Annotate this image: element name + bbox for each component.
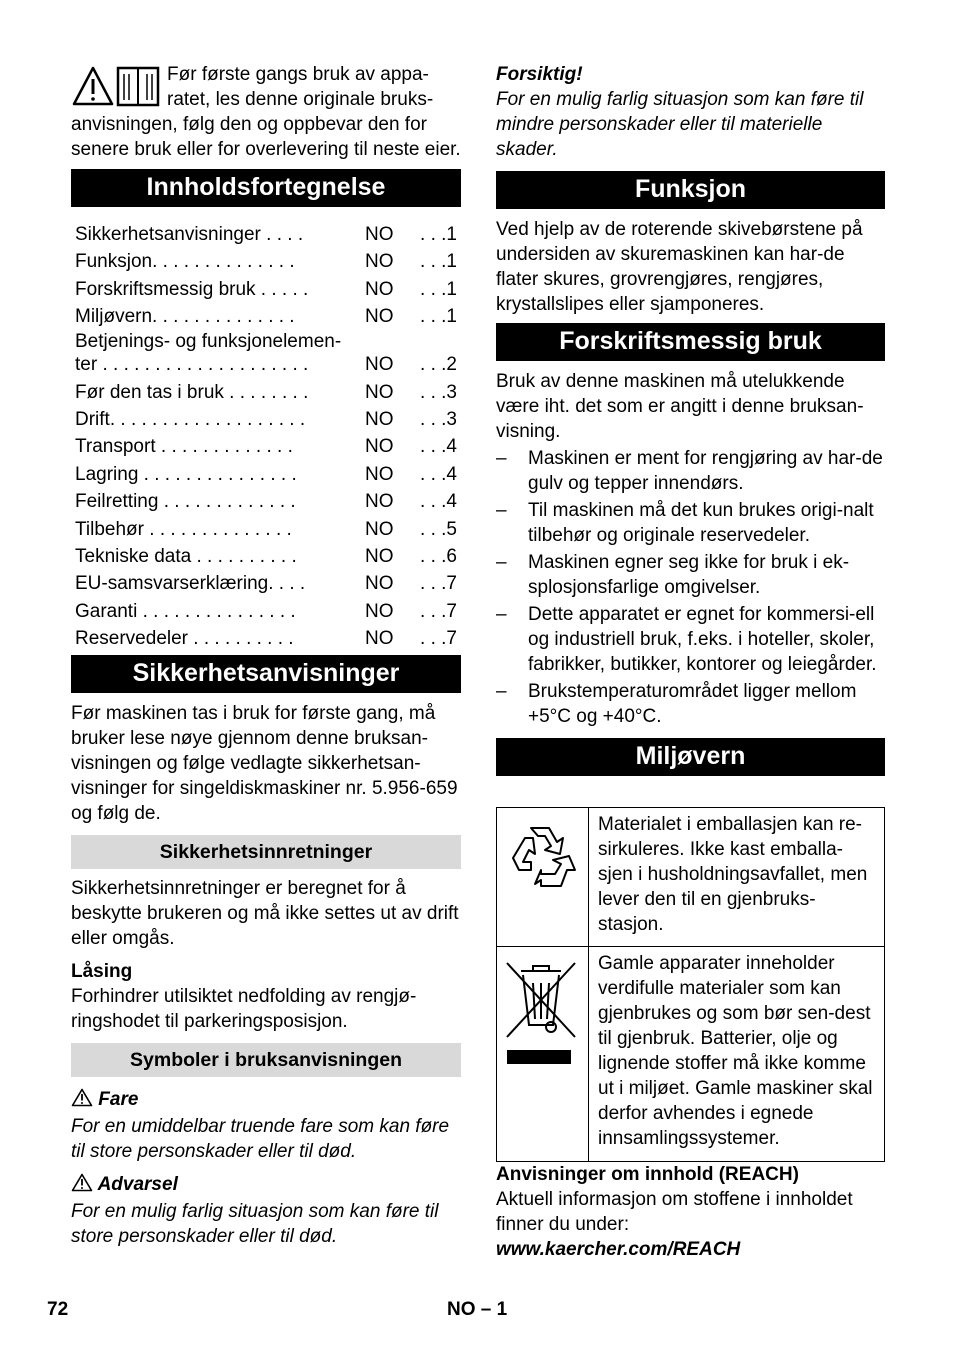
- toc-row[interactable]: [75, 276, 457, 303]
- lock-heading: Låsing: [71, 961, 133, 983]
- safety-text: Før maskinen tas i bruk for første gang, må bruker lese nøye gjennom denne bruksan-visningen og følge vedlagte sikkerhetsan-visninger for singeldiskmaskiner nr. 5.956-659 og følg de.: [71, 703, 458, 825]
- toc-title-line1: Betjenings- og funksjonelemen-: [75, 330, 342, 352]
- toc-line2: [75, 353, 457, 377]
- intro-line-2: ratet, les denne originale bruks-: [167, 89, 434, 110]
- intro-icons: [71, 62, 163, 112]
- function-heading: Funksjon: [496, 171, 885, 209]
- reach-link[interactable]: www.kaercher.com/REACH: [496, 1239, 741, 1260]
- toc-lang: NO: [365, 408, 394, 430]
- list-item-text: Maskinen egner seg ikke for bruk i ek-splosjonsfarlige omgivelser.: [528, 552, 850, 598]
- toc-page: . . .3: [420, 408, 457, 430]
- warning-label: Advarsel: [97, 1174, 178, 1196]
- page-number: 72: [47, 1299, 69, 1320]
- toc-row[interactable]: [75, 433, 457, 460]
- toc-title: Reservedeler . . . . . . . . . .: [75, 628, 294, 650]
- weee-text: Gamle apparater inneholder verdifulle materialer som kan gjenbrukes og som bør sen-dest til gjenbruk. Batterier, olje og lignende stoffer må ikke komme ut i miljøet. Gamle maskiner skal derfor avhendes i egnede innsamlingssystemer.: [589, 947, 885, 1162]
- toc-row[interactable]: [75, 406, 457, 433]
- proper-use-text: Bruk av denne maskinen må utelukkende være iht. det som er angitt i denne bruksan-visning.: [496, 371, 864, 442]
- toc-title: Garanti . . . . . . . . . . . . . . .: [75, 600, 296, 622]
- dash-marker: –: [496, 552, 507, 573]
- toc-page: . . .1: [420, 306, 457, 328]
- weee-row: [497, 947, 885, 1162]
- toc-page: . . .4: [420, 491, 457, 513]
- toc-lang: NO: [365, 436, 394, 458]
- dash-marker: –: [496, 500, 507, 521]
- toc-lang: NO: [365, 278, 394, 300]
- list-item: [496, 602, 885, 677]
- dash-marker: –: [496, 448, 507, 469]
- toc-lang: NO: [365, 545, 394, 567]
- toc-heading: Innholdsfortegnelse: [71, 169, 461, 207]
- toc-row[interactable]: [75, 303, 457, 330]
- toc-title: Miljøvern. . . . . . . . . . . . . .: [75, 306, 295, 328]
- list-item-text: Maskinen er ment for rengjøring av har-de gulv og tepper innendørs.: [528, 448, 883, 494]
- toc-page: . . .2: [420, 353, 457, 375]
- recycle-text: Materialet i emballasjen kan re-sirkuleres. Ikke kast emballa-sjen i husholdningsavfallet, men lever den til en gjenbruks-stasjon.: [589, 808, 885, 947]
- toc-title: Lagring . . . . . . . . . . . . . . .: [75, 463, 297, 485]
- toc-row[interactable]: [75, 331, 457, 379]
- toc-row[interactable]: [75, 379, 457, 406]
- toc-lang: NO: [365, 573, 394, 595]
- safety-devices-text: Sikkerhetsinnretninger er beregnet for å beskytte brukeren og må ikke settes ut av drift eller omgås.: [71, 878, 459, 950]
- function-text: Ved hjelp av de roterende skivebørstene på undersiden av skuremaskinen kan har-de flater skures, grovrengjøres, rengjøres, krystallslipes eller sjamponeres.: [496, 219, 863, 315]
- toc-row[interactable]: [75, 625, 457, 652]
- symbols-heading: Symboler i bruksanvisningen: [71, 1043, 461, 1077]
- intro-block: [71, 58, 461, 162]
- right-column: [496, 58, 885, 1262]
- recycle-icon: [505, 824, 579, 896]
- toc-lang: NO: [365, 353, 394, 375]
- toc-page: . . .1: [420, 278, 457, 300]
- list-item-text: Til maskinen må det kun brukes origi-nalt tilbehør og originale reservedeler.: [528, 500, 874, 546]
- toc-lang: NO: [365, 628, 394, 650]
- toc-row[interactable]: [75, 543, 457, 570]
- toc-lang: NO: [365, 518, 394, 540]
- safety-heading: Sikkerhetsanvisninger: [71, 655, 461, 693]
- warning-triangle-icon: [71, 1088, 93, 1107]
- reach-text: Aktuell informasjon om stoffene i innholdet finner du under:: [496, 1189, 853, 1235]
- toc-title: Feilretting . . . . . . . . . . . . .: [75, 491, 296, 513]
- toc-lang: NO: [365, 600, 394, 622]
- environment-table: [496, 807, 885, 1162]
- toc-title: Forskriftsmessig bruk . . . . .: [75, 278, 309, 300]
- list-item-text: Brukstemperaturområdet ligger mellom +5°C og +40°C.: [528, 681, 857, 727]
- toc-title: Tekniske data . . . . . . . . . .: [75, 545, 297, 567]
- list-item: [496, 446, 885, 496]
- toc-lang: NO: [365, 491, 394, 513]
- danger-label-line: [71, 1087, 461, 1112]
- toc-row[interactable]: [75, 516, 457, 543]
- toc-page: . . .7: [420, 573, 457, 595]
- list-item-text: Dette apparatet er egnet for kommersi-ell og industriell bruk, f.eks. i hoteller, skoler, fabrikker, butikker, kontorer og leiegårder.: [528, 604, 877, 675]
- toc-lang: NO: [365, 224, 394, 245]
- list-item: [496, 550, 885, 600]
- toc-lang: NO: [365, 251, 394, 273]
- environment-heading: Miljøvern: [496, 738, 885, 776]
- toc-title: Transport . . . . . . . . . . . . .: [75, 436, 293, 458]
- toc-page: . . .1: [420, 224, 457, 245]
- recycle-row: [497, 808, 885, 947]
- reach-heading: Anvisninger om innhold (REACH): [496, 1164, 799, 1185]
- caution-label: Forsiktig!: [496, 64, 583, 85]
- intro-text: anvisningen, følg den og oppbevar den for senere bruk eller for overlevering til neste eier.: [71, 114, 461, 160]
- recycle-icon-cell: [497, 808, 589, 947]
- toc-page: . . .7: [420, 628, 457, 650]
- caution-text: For en mulig farlig situasjon som kan føre til mindre personskader eller til materielle skader.: [496, 89, 864, 160]
- toc-page: . . .1: [420, 251, 457, 273]
- toc-lang: NO: [365, 381, 394, 403]
- lock-text: Forhindrer utilsiktet nedfolding av rengjø-ringshodet til parkeringsposisjon.: [71, 986, 417, 1033]
- left-column: [71, 58, 461, 1249]
- manual-book-icon: [116, 66, 160, 108]
- toc-lang: NO: [365, 463, 394, 485]
- toc-title: Før den tas i bruk . . . . . . . .: [75, 381, 309, 403]
- toc-title: Tilbehør . . . . . . . . . . . . . .: [75, 518, 292, 540]
- list-item: [496, 679, 885, 729]
- toc-row[interactable]: [75, 488, 457, 515]
- toc-row[interactable]: [75, 248, 457, 275]
- toc-page: . . .6: [420, 545, 457, 567]
- toc-title: Sikkerhetsanvisninger . . . .: [75, 224, 304, 245]
- crossed-bin-icon: [503, 961, 579, 1071]
- toc-page: . . .3: [420, 381, 457, 403]
- toc-row[interactable]: [75, 221, 457, 248]
- weee-icon-cell: [497, 947, 589, 1162]
- toc-title: Drift. . . . . . . . . . . . . . . . . . .: [75, 408, 306, 430]
- toc-row[interactable]: [75, 570, 457, 597]
- toc-title: Funksjon. . . . . . . . . . . . . .: [75, 251, 295, 273]
- proper-use-heading: Forskriftsmessig bruk: [496, 323, 885, 361]
- list-item: [496, 498, 885, 548]
- toc-lang: NO: [365, 306, 394, 328]
- toc-page: . . .4: [420, 436, 457, 458]
- table-of-contents: [75, 221, 457, 652]
- toc-page: . . .7: [420, 600, 457, 622]
- dash-marker: –: [496, 604, 507, 625]
- warning-label-line: [71, 1172, 461, 1197]
- dash-marker: –: [496, 681, 507, 702]
- toc-title: EU-samsvarserklæring. . . .: [75, 573, 306, 595]
- intro-line-1: Før første gangs bruk av appa-: [167, 64, 429, 85]
- page-code: NO – 1: [447, 1299, 508, 1320]
- toc-page: . . .4: [420, 463, 457, 485]
- toc-row[interactable]: [75, 461, 457, 488]
- toc-page: . . .5: [420, 518, 457, 540]
- proper-use-list: [496, 446, 885, 729]
- warning-text: For en mulig farlig situasjon som kan føre til store personskader eller til død.: [71, 1201, 439, 1248]
- toc-title: ter . . . . . . . . . . . . . . . . . . . .: [75, 353, 309, 375]
- danger-text: For en umiddelbar truende fare som kan føre til store personskader eller til død.: [71, 1116, 450, 1163]
- warning-triangle-icon: [71, 1173, 93, 1192]
- danger-label: Fare: [98, 1089, 139, 1111]
- toc-row[interactable]: [75, 598, 457, 625]
- safety-devices-heading: Sikkerhetsinnretninger: [71, 835, 461, 869]
